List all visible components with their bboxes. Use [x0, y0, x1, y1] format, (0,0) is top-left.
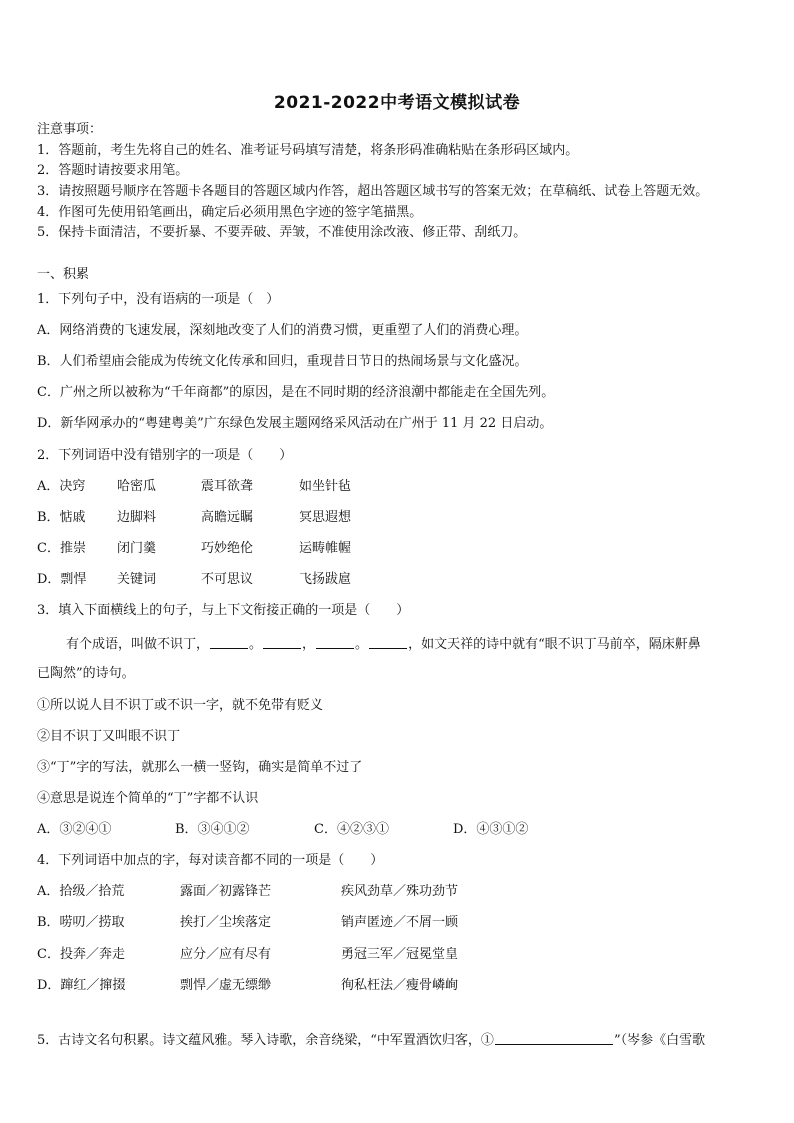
option-word: 徇私枉法／瘦骨嶙峋: [341, 978, 459, 993]
answer-option: D．④③①②: [453, 822, 529, 837]
option-word: 闭门羹: [117, 541, 157, 556]
passage-text: 。: [355, 637, 369, 652]
section-heading: 一、积累: [37, 267, 90, 282]
question-stem: 4．下列词语中加点的字，每对读音都不同的一项是（ ）: [37, 853, 384, 868]
answer-option: A．网络消费的飞速发展，深刻地改变了人们的消费习惯，更重塑了人们的消费心理。: [37, 323, 528, 338]
fill-blank: [210, 634, 248, 649]
question-text: 5．古诗文名句积累。诗文蕴风雅。琴入诗歌，余音绕梁，“中军置酒饮归客，: [37, 1033, 481, 1048]
option-word: B．唠叨／捞取: [37, 915, 125, 930]
page-title: 2021-2022中考语文模拟试卷: [273, 93, 521, 113]
notice-heading: 注意事项：: [37, 122, 103, 137]
answer-option: C．广州之所以被称为“千年商都”的原因，是在不同时期的经济浪潮中都能走在全国先列。: [37, 385, 555, 400]
notice-item: 5．保持卡面清洁，不要折暴、不要弄破、弄皱，不准使用涂改液、修正带、刮纸刀。: [37, 225, 527, 240]
option-word: 应分／应有尽有: [180, 947, 272, 962]
passage-text: ，: [302, 637, 316, 652]
question-text: ”（岑参《白雪歌: [613, 1033, 706, 1048]
passage-text: 已陶然”的诗句。: [37, 666, 135, 681]
option-word: C．推崇: [37, 541, 86, 556]
option-word: 边脚料: [117, 510, 157, 525]
sentence-item: ①所以说人目不识丁或不识一字，就不免带有贬义: [37, 698, 324, 713]
question-stem: 1．下列句子中，没有语病的一项是（ ）: [37, 292, 280, 307]
option-word: 飞扬跋扈: [299, 572, 352, 587]
option-word: C．投奔／奔走: [37, 947, 125, 962]
option-word: D．剽悍: [37, 572, 87, 587]
option-word: 震耳欲聋: [201, 479, 254, 494]
option-word: 冥思遐想: [299, 510, 352, 525]
option-word: 勇冠三军／冠冕堂皇: [341, 947, 459, 962]
sentence-item: ③“丁”字的写法，就那么一横一竖钩，确实是简单不过了: [37, 760, 363, 775]
option-word: 如坐针毡: [299, 479, 352, 494]
notice-item: 2．答题时请按要求用笔。: [37, 163, 189, 178]
sentence-item: ④意思是说连个简单的“丁”字都不认识: [37, 791, 259, 806]
question-stem: 3．填入下面横线上的句子，与上下文衔接正确的一项是（ ）: [37, 603, 410, 618]
fill-blank: [369, 634, 407, 649]
question-stem: [37, 1030, 705, 1050]
option-word: 销声匿迹／不屑一顾: [341, 915, 459, 930]
notice-item: 4．作图可先使用铅笔画出，确定后必须用黑色字迹的签字笔描黑。: [37, 205, 423, 220]
option-word: B．惦戚: [37, 510, 86, 525]
answer-option: A．③②④①: [37, 822, 112, 837]
option-word: 巧妙绝伦: [201, 541, 254, 556]
question-passage: [66, 634, 701, 654]
passage-text: ，如文天祥的诗中就有“眼不识丁马前卒，隔床鼾鼻: [408, 637, 701, 652]
option-word: 疾风劲草／殊功劲节: [341, 884, 459, 899]
option-word: 不可思议: [201, 572, 254, 587]
notice-item: 1．答题前，考生先将自己的姓名、准考证号码填写清楚，将条形码准确粘贴在条形码区域内。: [37, 143, 579, 158]
blank-number: ①: [480, 1033, 494, 1048]
option-word: A．拾级／拾荒: [37, 884, 125, 899]
answer-option: B．人们希望庙会能成为传统文化传承和回归，重现昔日节日的热闹场景与文化盛况。: [37, 354, 528, 369]
option-word: A．决窍: [37, 479, 86, 494]
answer-option: B．③④①②: [175, 822, 250, 837]
option-word: D．蹿红／撺掇: [37, 978, 126, 993]
option-word: 关键词: [117, 572, 157, 587]
option-word: 运畴帷幄: [299, 541, 352, 556]
option-word: 高瞻远瞩: [201, 510, 254, 525]
fill-blank: [495, 1030, 613, 1045]
answer-option: D．新华网承办的“粤建粤美”广东绿色发展主题网络采风活动在广州于 11 月 22 日启动。: [37, 416, 553, 431]
option-word: 剽悍／虚无缥缈: [180, 978, 272, 993]
answer-option: C．④②③①: [314, 822, 389, 837]
fill-blank: [316, 634, 354, 649]
option-word: 哈密瓜: [117, 479, 157, 494]
fill-blank: [263, 634, 301, 649]
question-stem: 2．下列词语中没有错别字的一项是（ ）: [37, 448, 293, 463]
option-word: 挨打／尘埃落定: [180, 915, 272, 930]
notice-item: 3．请按照题号顺序在答题卡各题目的答题区域内作答，超出答题区域书写的答案无效；在草稿纸、试卷上答题无效。: [37, 184, 709, 199]
sentence-item: ②目不识丁又叫眼不识丁: [37, 729, 181, 744]
passage-text: 。: [249, 637, 263, 652]
option-word: 露面／初露锋芒: [180, 884, 272, 899]
passage-text: 有个成语，叫做不识丁，: [66, 637, 210, 652]
